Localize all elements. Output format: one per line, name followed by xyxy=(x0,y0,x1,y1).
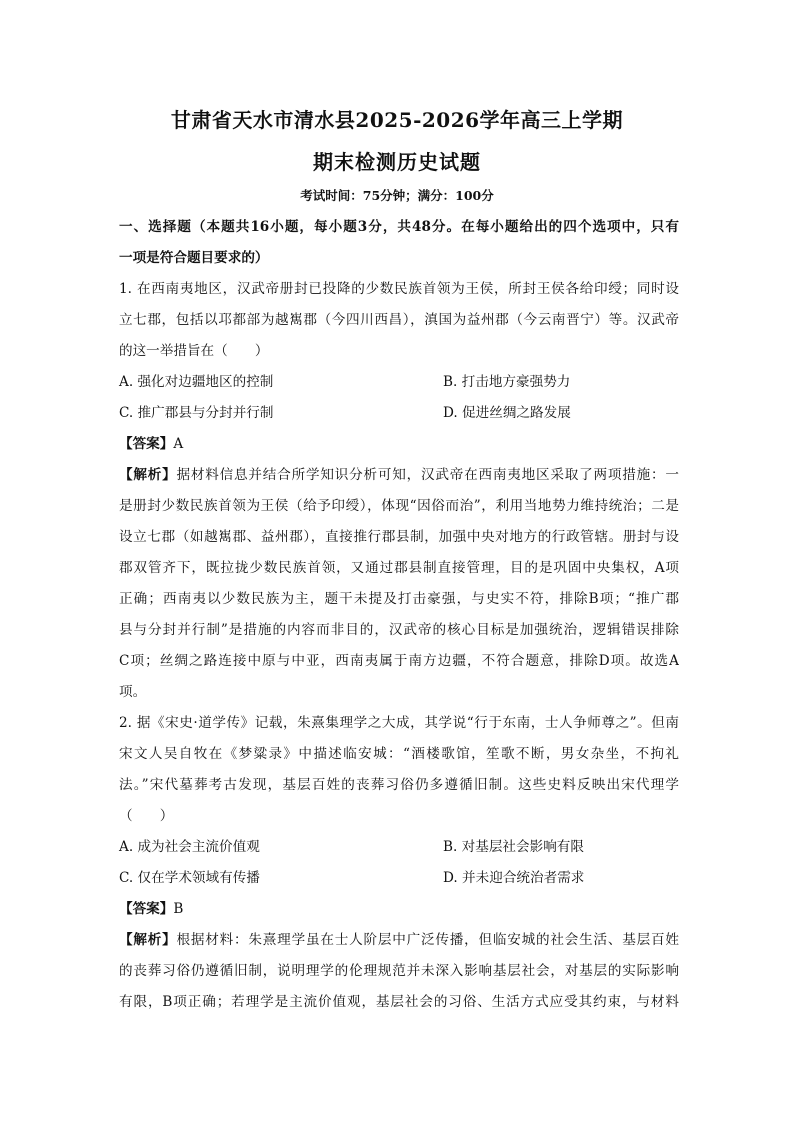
analysis-text: 根据材料：朱熹理学虽在士人阶层中广泛传播，但临安城的社会生活、基层百姓 xyxy=(176,932,679,948)
exam-info: 考试时间：75分钟；满分：100分 xyxy=(300,188,494,203)
analysis-label: 【解析】 xyxy=(119,467,177,483)
q2-option-d: D. 并未迎合统治者需求 xyxy=(443,870,585,886)
q1-option-a: A. 强化对边疆地区的控制 xyxy=(119,374,274,390)
answer-label: 【答案】 xyxy=(119,436,174,452)
q1-options-row xyxy=(119,398,679,429)
answer-value: B xyxy=(173,901,184,917)
q2-analysis-line: 有限，B项正确；若理学是主流价值观，基层社会的习俗、生活方式应受其约束，与材料 xyxy=(119,994,679,1010)
q2-answer xyxy=(119,894,679,925)
answer-label: 【答案】 xyxy=(119,901,174,917)
q2-analysis-line xyxy=(119,925,679,956)
q1-analysis-line: 项。 xyxy=(119,684,147,700)
q2-options-row xyxy=(119,832,679,863)
section-heading: 一、选择题（本题共16小题，每小题3分，共48分。在每小题给出的四个选项中，只有 xyxy=(119,219,679,235)
analysis-label: 【解析】 xyxy=(119,932,177,948)
q2-stem-line: 宋文人吴自牧在《梦粱录》中描述临安城：“酒楼歌馆，笙歌不断，男女杂坐，不拘礼 xyxy=(119,746,679,762)
q1-option-c: C. 推广郡县与分封并行制 xyxy=(119,405,274,421)
q1-stem-line: 的这一举措旨在（ ） xyxy=(119,343,269,359)
q1-analysis-line: C项；丝绸之路连接中原与中亚，西南夷属于南方边疆，不符合题意，排除D项。故选A xyxy=(119,653,679,669)
exam-title-line2: 期末检测历史试题 xyxy=(313,150,481,174)
exam-body xyxy=(119,212,679,1018)
q1-analysis-line: 设立七郡（如越嶲郡、益州郡），直接推行郡县制，加强中央对地方的行政管辖。册封与设 xyxy=(119,529,679,545)
q1-analysis-line xyxy=(119,460,679,491)
q2-analysis-line: 的丧葬习俗仍遵循旧制，说明理学的伦理规范并未深入影响基层社会，对基层的实际影响 xyxy=(119,963,679,979)
q1-stem-line: 立七郡，包括以邛都部为越嶲郡（今四川西昌），滇国为益州郡（今云南晋宁）等。汉武帝 xyxy=(119,312,679,328)
q1-options-row xyxy=(119,367,679,398)
q1-analysis-line: 是册封少数民族首领为王侯（给予印绶），体现“因俗而治”，利用当地势力维持统治；二是 xyxy=(119,498,679,514)
q1-analysis-line: 正确；西南夷以少数民族为主，题干未提及打击豪强，与史实不符，排除B项；“推广郡 xyxy=(119,591,679,607)
q1-analysis-line: 郡双管齐下，既拉拢少数民族首领，又通过郡县制直接管理，目的是巩固中央集权，A项 xyxy=(119,560,679,576)
answer-value: A xyxy=(173,436,184,452)
exam-title-line1: 甘肃省天水市清水县2025-2026学年高三上学期 xyxy=(170,108,624,132)
q2-option-c: C. 仅在学术领域有传播 xyxy=(119,870,260,886)
q1-option-b: B. 打击地方豪强势力 xyxy=(443,374,571,390)
q2-stem-line: 法。”宋代墓葬考古发现，基层百姓的丧葬习俗仍多遵循旧制。这些史料反映出宋代理学 xyxy=(119,777,679,793)
q1-answer xyxy=(119,429,679,460)
section-heading-cont: 一项是符合题目要求的） xyxy=(119,250,269,266)
q2-stem-line: 2. 据《宋史·道学传》记载，朱熹集理学之大成，其学说“行于东南，士人争师尊之”。但南 xyxy=(119,715,679,731)
q2-option-a: A. 成为社会主流价值观 xyxy=(119,839,260,855)
q1-stem-line: 1. 在西南夷地区，汉武帝册封已投降的少数民族首领为王侯，所封王侯各给印绶；同时设 xyxy=(119,281,679,297)
q1-option-d: D. 促进丝绸之路发展 xyxy=(443,405,571,421)
q2-option-b: B. 对基层社会影响有限 xyxy=(443,839,584,855)
q1-analysis-line: 县与分封并行制”是措施的内容而非目的，汉武帝的核心目标是加强统治，逻辑错误排除 xyxy=(119,622,679,638)
q2-options-row xyxy=(119,863,679,894)
q2-stem-line: （ ） xyxy=(119,808,174,824)
analysis-text: 据材料信息并结合所学知识分析可知，汉武帝在西南夷地区采取了两项措施：一 xyxy=(176,467,679,483)
